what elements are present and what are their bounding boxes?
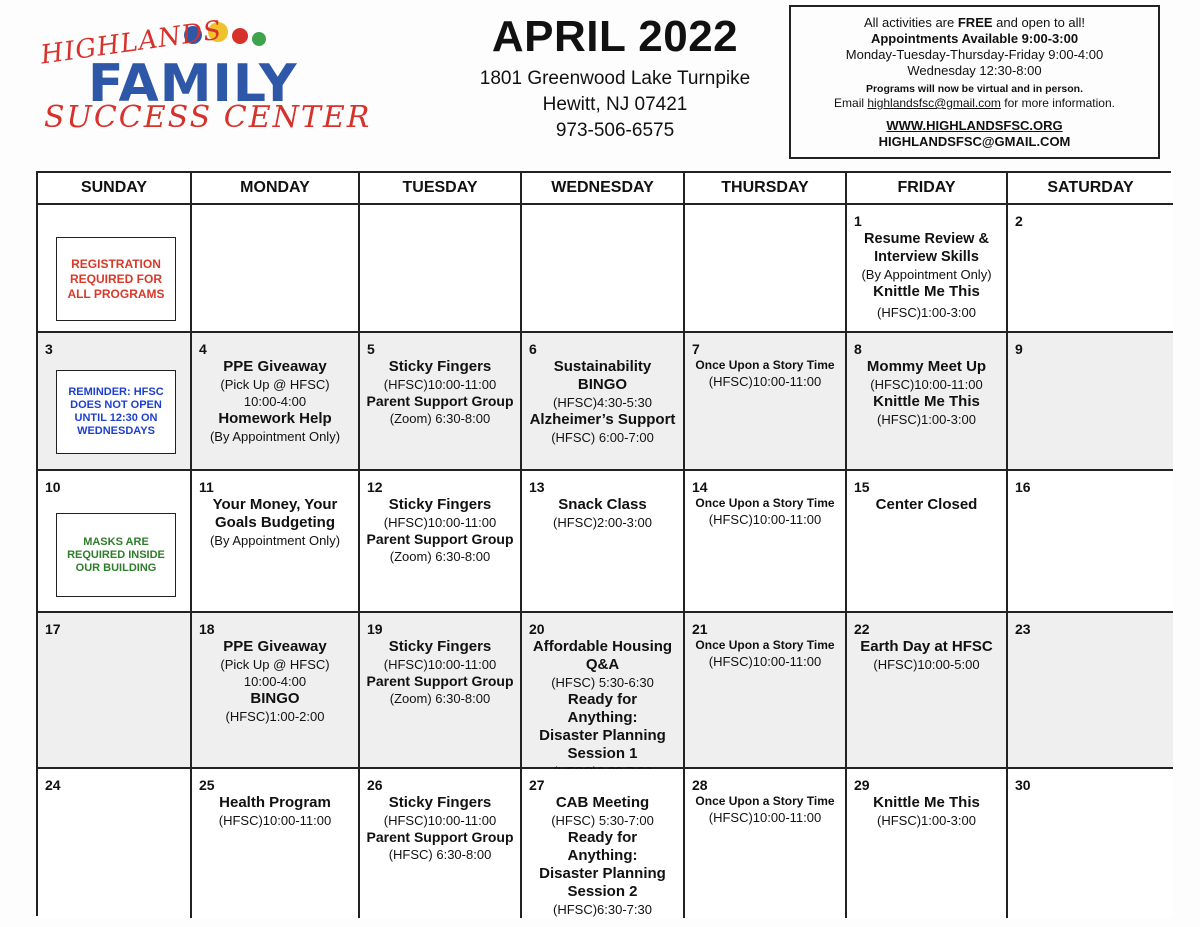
day-cell-14 <box>685 471 847 613</box>
event-title: Sticky Fingers <box>388 496 492 513</box>
day-events <box>689 794 841 826</box>
day-cell-empty <box>38 205 192 333</box>
logo-text-highlands: HIGHLANDS <box>38 15 225 71</box>
day-cell-20 <box>522 613 685 769</box>
event-title: Once Upon a Story Time <box>695 638 835 652</box>
event-time: (HFSC)10:00-11:00 <box>708 810 822 825</box>
weekday-header: THURSDAY <box>685 173 847 205</box>
logo-text-family: FAMILY <box>88 54 298 114</box>
day-cell-21 <box>685 613 847 769</box>
address-line-1: 1801 Greenwood Lake Turnpike <box>479 68 751 89</box>
day-cell-27 <box>522 769 685 918</box>
day-cell-3 <box>38 333 192 471</box>
day-events <box>526 794 679 918</box>
day-number: 14 <box>692 479 708 495</box>
event-title: BINGO <box>250 690 300 707</box>
event-title: Sticky Fingers <box>388 638 492 655</box>
day-events <box>689 496 841 528</box>
event-title: Once Upon a Story Time <box>695 496 835 510</box>
day-events <box>364 794 516 863</box>
day-events <box>851 230 1002 321</box>
event-time: (HFSC)10:00-11:00 <box>870 377 983 392</box>
event-time: 10:00-4:00 <box>243 674 307 689</box>
event-time: (HFSC)10:00-11:00 <box>708 654 822 669</box>
day-events <box>851 638 1002 673</box>
day-cell-1 <box>847 205 1008 333</box>
calendar-grid <box>36 171 1171 916</box>
day-number: 21 <box>692 621 708 637</box>
info-email-pre: Email <box>834 96 868 110</box>
day-number: 30 <box>1015 777 1031 793</box>
event-title: Your Money, Your Goals Budgeting <box>212 496 338 531</box>
event-title: Affordable Housing Q&A <box>532 638 673 673</box>
day-events <box>851 496 1002 514</box>
event-title: Sustainability BINGO <box>553 358 652 393</box>
event-title: Knittle Me This <box>873 794 980 811</box>
day-events <box>364 496 516 565</box>
event-time: (HFSC)10:00-11:00 <box>708 512 822 527</box>
day-cell-29 <box>847 769 1008 918</box>
day-number: 6 <box>529 341 537 357</box>
day-events <box>851 794 1002 829</box>
event-title: Once Upon a Story Time <box>695 794 835 808</box>
day-events <box>196 638 354 725</box>
address-line-2: Hewitt, NJ 07421 <box>542 94 688 115</box>
day-number: 7 <box>692 341 700 357</box>
info-days: Monday-Tuesday-Thursday-Friday 9:00-4:00 <box>845 47 1104 62</box>
day-cell-empty <box>685 205 847 333</box>
day-cell-16 <box>1008 471 1173 613</box>
info-free-pre: All activities are <box>863 15 958 30</box>
event-time: (HFSC)10:00-11:00 <box>383 657 497 672</box>
day-cell-22 <box>847 613 1008 769</box>
day-cell-6 <box>522 333 685 471</box>
event-time: (HFSC)10:00-11:00 <box>708 374 822 389</box>
day-cell-empty <box>522 205 685 333</box>
event-title: Parent Support Group <box>366 531 514 547</box>
info-free-bold: FREE <box>957 15 993 30</box>
logo-text-success-center: SUCCESS CENTER <box>44 100 372 135</box>
day-cell-28 <box>685 769 847 918</box>
day-cell-17 <box>38 613 192 769</box>
masks-notice: MASKS ARE REQUIRED INSIDE OUR BUILDING <box>56 513 176 597</box>
day-cell-2 <box>1008 205 1173 333</box>
day-number: 15 <box>854 479 870 495</box>
event-title: Knittle Me This <box>873 283 980 300</box>
day-events <box>196 358 354 445</box>
event-title: Ready for Anything: Disaster Planning Session 1 <box>539 691 666 762</box>
day-number: 18 <box>199 621 215 637</box>
event-title: Center Closed <box>875 496 978 513</box>
event-title: Alzheimer’s Support <box>529 411 676 428</box>
event-time: (By Appointment Only) <box>209 429 341 444</box>
phone-number: 973-506-6575 <box>555 120 675 141</box>
day-cell-9 <box>1008 333 1173 471</box>
event-title: PPE Giveaway <box>223 638 327 655</box>
day-events <box>851 358 1002 428</box>
event-time: (Zoom) 6:30-8:00 <box>389 691 491 706</box>
event-time: (HFSC) 5:30-7:00 <box>551 813 654 828</box>
event-time: (HFSC)6:30-7:30 <box>553 902 652 917</box>
day-number: 26 <box>367 777 383 793</box>
day-cell-10 <box>38 471 192 613</box>
weekday-header: WEDNESDAY <box>522 173 685 205</box>
day-number: 22 <box>854 621 870 637</box>
event-title: Parent Support Group <box>366 829 514 845</box>
day-number: 5 <box>367 341 375 357</box>
day-events <box>526 638 679 780</box>
info-email-line <box>791 96 1158 110</box>
event-time: (HFSC)10:00-11:00 <box>218 813 332 828</box>
day-number: 13 <box>529 479 545 495</box>
event-title: Ready for Anything: Disaster Planning Session 2 <box>539 829 666 900</box>
day-number: 16 <box>1015 479 1031 495</box>
info-box <box>789 5 1160 159</box>
event-title: Resume Review & Interview Skills <box>864 231 989 265</box>
day-number: 27 <box>529 777 545 793</box>
event-time: (HFSC) 6:00-7:00 <box>551 430 654 445</box>
day-cell-18 <box>192 613 360 769</box>
event-time: (HFSC)1:00-3:00 <box>877 412 976 427</box>
event-title: Parent Support Group <box>366 393 514 409</box>
day-number: 19 <box>367 621 383 637</box>
day-cell-30 <box>1008 769 1173 918</box>
email-address: HIGHLANDSFSC@GMAIL.COM <box>878 134 1071 149</box>
day-number: 1 <box>854 213 862 229</box>
registration-notice: REGISTRATION REQUIRED FOR ALL PROGRAMS <box>56 237 176 321</box>
day-number: 9 <box>1015 341 1023 357</box>
info-email-post: for more information. <box>1000 96 1115 110</box>
event-time: (By Appointment Only) <box>861 267 992 282</box>
weekday-header: FRIDAY <box>847 173 1008 205</box>
weekday-header: TUESDAY <box>360 173 522 205</box>
day-cell-7 <box>685 333 847 471</box>
day-number: 2 <box>1015 213 1023 229</box>
day-events <box>364 358 516 427</box>
day-number: 8 <box>854 341 862 357</box>
info-appointments: Appointments Available 9:00-3:00 <box>870 31 1079 46</box>
event-time: (HFSC)10:00-5:00 <box>873 657 980 672</box>
day-cell-8 <box>847 333 1008 471</box>
day-number: 4 <box>199 341 207 357</box>
reminder-notice: REMINDER: HFSC DOES NOT OPEN UNTIL 12:30 ON WEDNESDAYS <box>56 370 176 454</box>
event-title: Knittle Me This <box>873 393 980 410</box>
day-cell-5 <box>360 333 522 471</box>
event-title: CAB Meeting <box>555 794 650 811</box>
event-time: (By Appointment Only) <box>209 533 341 548</box>
event-title: Mommy Meet Up <box>866 358 987 375</box>
event-time: 10:00-4:00 <box>243 394 307 409</box>
day-events <box>196 496 354 549</box>
event-time: (HFSC)1:00-2:00 <box>225 709 325 724</box>
event-time: (HFSC)2:00-3:00 <box>553 515 652 530</box>
event-time: (HFSC)1:00-3:00 <box>877 813 976 828</box>
day-number: 24 <box>45 777 61 793</box>
day-cell-15 <box>847 471 1008 613</box>
event-time: (Zoom) 6:30-8:00 <box>389 411 491 426</box>
event-time: (HFSC)4:30-5:30 <box>553 395 652 410</box>
event-title: PPE Giveaway <box>223 358 327 375</box>
day-number: 23 <box>1015 621 1031 637</box>
day-cell-empty <box>192 205 360 333</box>
day-number: 28 <box>692 777 708 793</box>
day-events <box>364 638 516 707</box>
day-number: 20 <box>529 621 545 637</box>
event-time: (HFSC)1:00-3:00 <box>877 305 976 320</box>
event-title: Homework Help <box>218 410 332 427</box>
event-title: Parent Support Group <box>366 673 514 689</box>
event-time: (HFSC)10:00-11:00 <box>383 813 497 828</box>
day-number: 12 <box>367 479 383 495</box>
logo-figure-icon <box>252 32 266 46</box>
day-cell-24 <box>38 769 192 918</box>
event-time: (HFSC) 5:30-6:30 <box>551 675 654 690</box>
day-cell-11 <box>192 471 360 613</box>
event-time: (Zoom) 6:30-8:00 <box>389 549 491 564</box>
day-events <box>689 638 841 670</box>
logo <box>36 14 386 144</box>
website-link[interactable]: WWW.HIGHLANDSFSC.ORG <box>886 118 1063 133</box>
event-title: Sticky Fingers <box>388 794 492 811</box>
day-cell-13 <box>522 471 685 613</box>
day-number: 29 <box>854 777 870 793</box>
logo-figure-icon <box>232 28 248 44</box>
day-number: 10 <box>45 479 61 495</box>
day-number: 17 <box>45 621 61 637</box>
weekday-header: SATURDAY <box>1008 173 1173 205</box>
day-events <box>526 496 679 531</box>
event-title: Once Upon a Story Time <box>695 358 835 372</box>
event-time: (HFSC)10:00-11:00 <box>383 377 497 392</box>
day-cell-25 <box>192 769 360 918</box>
event-time: (Pick Up @ HFSC) <box>220 377 330 392</box>
info-free-post: and open to all! <box>992 15 1086 30</box>
day-cell-19 <box>360 613 522 769</box>
day-cell-4 <box>192 333 360 471</box>
day-events <box>689 358 841 390</box>
weekday-header: SUNDAY <box>38 173 192 205</box>
info-programs-note: Programs will now be virtual and in person. <box>865 83 1084 95</box>
event-title: Health Program <box>219 794 331 811</box>
day-cell-empty <box>360 205 522 333</box>
day-number: 25 <box>199 777 215 793</box>
day-cell-12 <box>360 471 522 613</box>
event-title: Sticky Fingers <box>388 358 492 375</box>
day-events <box>196 794 354 829</box>
info-wednesday: Wednesday 12:30-8:00 <box>907 63 1042 78</box>
day-number: 11 <box>199 479 214 495</box>
header <box>420 12 810 144</box>
event-title: Earth Day at HFSC <box>860 638 993 655</box>
event-time: (HFSC) 6:30-8:00 <box>388 847 492 862</box>
day-events <box>526 358 679 446</box>
info-free-line <box>791 15 1158 31</box>
day-cell-23 <box>1008 613 1173 769</box>
event-time: (HFSC)10:00-11:00 <box>383 515 497 530</box>
page-title: APRIL 2022 <box>491 12 739 61</box>
day-number: 3 <box>45 341 53 357</box>
email-link[interactable]: highlandsfsc@gmail.com <box>867 96 1001 110</box>
day-cell-26 <box>360 769 522 918</box>
weekday-header: MONDAY <box>192 173 360 205</box>
event-title: Snack Class <box>558 496 647 513</box>
event-time: (Pick Up @ HFSC) <box>220 657 330 672</box>
